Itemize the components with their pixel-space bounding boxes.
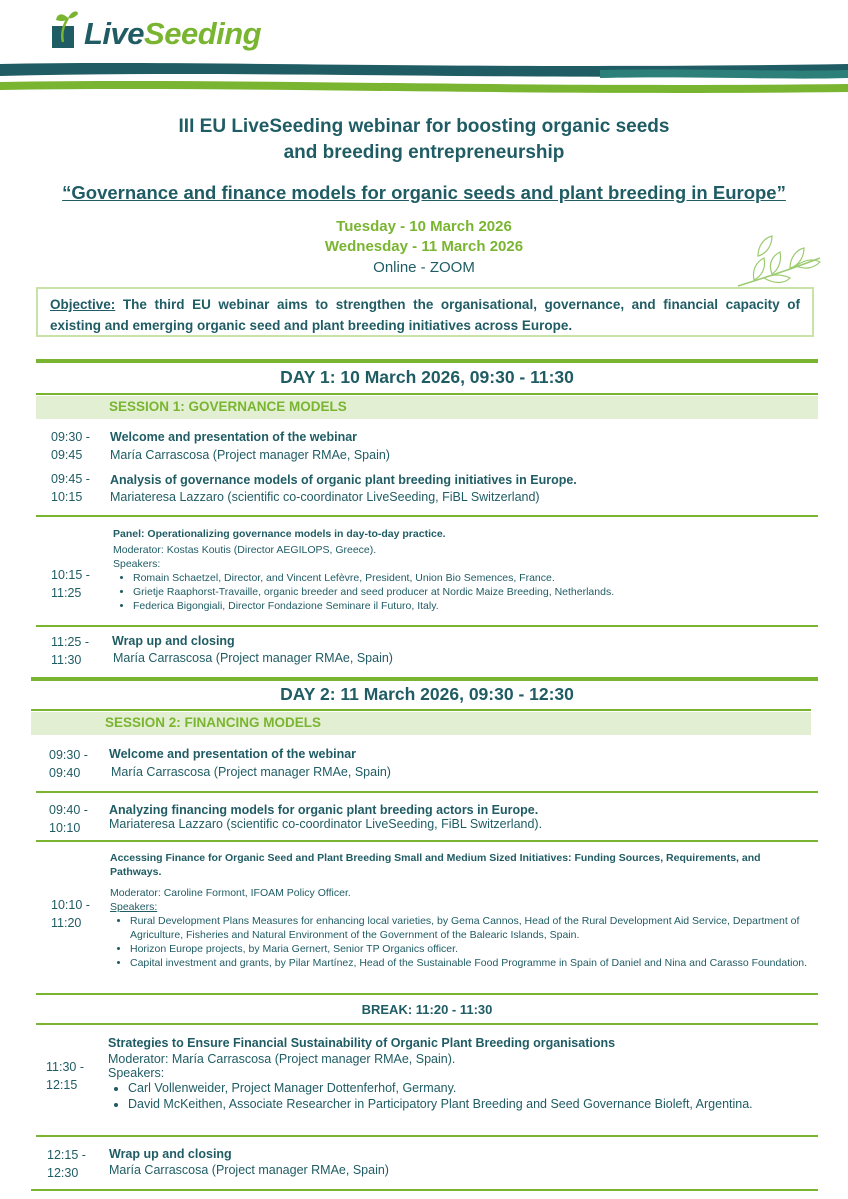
moderator: Moderator: Caroline Formont, IFOAM Policy Officer. <box>110 887 351 899</box>
objective-text: The third EU webinar aims to strengthen the organisational, governance, and financial capacity of existing and emerging organic seed and plant breeding initiatives across Europe. <box>50 297 800 333</box>
divider <box>31 677 818 681</box>
divider <box>36 515 818 517</box>
time-slot: 11:25 - 11:30 <box>51 635 89 667</box>
time-slot: 11:30 - 12:15 <box>46 1060 84 1092</box>
session1-header: SESSION 1: GOVERNANCE MODELS <box>36 396 818 419</box>
time-slot: 10:10 - 11:20 <box>51 898 90 930</box>
speakers-list <box>110 914 810 970</box>
item-title: Welcome and presentation of the webinar <box>110 430 358 444</box>
time-slot: 09:30 - 09:45 <box>51 430 90 462</box>
item-speaker: María Carrascosa (Project manager RMAe, Spain) <box>111 765 391 779</box>
day1-heading: DAY 1: 10 March 2026, 09:30 - 11:30 <box>280 367 574 387</box>
item-speaker: María Carrascosa (Project manager RMAe, Spain) <box>113 651 393 665</box>
divider <box>31 709 811 711</box>
speakers-label: Speakers: <box>110 901 158 913</box>
objective-box <box>36 287 814 337</box>
objective-label: Objective: <box>50 297 116 312</box>
item-title: Panel: Operationalizing governance models in day-to-day practice. <box>113 528 446 540</box>
speakers-list <box>108 1080 818 1112</box>
item-title: Welcome and presentation of the webinar <box>109 747 357 761</box>
time-slot: 10:15 - 11:25 <box>51 568 90 600</box>
divider <box>36 993 818 995</box>
list-item: • Federica Bigongiali, Director Fondazione Seminare il Futuro, Italy. <box>133 599 813 613</box>
list-item: • Horizon Europe projects, by Maria Gernert, Senior TP Organics officer. <box>130 942 810 956</box>
divider <box>36 1135 818 1137</box>
list-item: • Capital investment and grants, by Pilar Martínez, Head of the Sustainable Food Programme in Spain of Daniel and Nina and Carasso Foundation. <box>130 956 810 970</box>
logo-text <box>84 16 261 52</box>
page-subtitle: “Governance and finance models for organic seeds and plant breeding in Europe” <box>62 182 786 203</box>
panel-block <box>110 851 810 970</box>
divider <box>36 393 818 395</box>
date-day2: Wednesday - 11 March 2026 <box>324 238 524 255</box>
time-slot: 09:30 - 09:40 <box>49 748 88 780</box>
divider <box>36 840 818 842</box>
page-title-line1: III EU LiveSeeding webinar for boosting organic seeds <box>178 116 670 137</box>
item-title: Analyzing financing models for organic plant breeding actors in Europe. <box>109 803 539 817</box>
item-speaker: Mariateresa Lazzaro (scientific co-coordinator LiveSeeding, FiBL Switzerland). <box>109 817 543 831</box>
item-speaker: Mariateresa Lazzaro (scientific co-coordinator LiveSeeding, FiBL Switzerland) <box>110 490 540 504</box>
item-title: Wrap up and closing <box>112 634 235 648</box>
item-speaker: María Carrascosa (Project manager RMAe, Spain) <box>109 1163 389 1177</box>
item-title: Strategies to Ensure Financial Sustainability of Organic Plant Breeding organisations <box>108 1036 616 1050</box>
day2-heading: DAY 2: 11 March 2026, 09:30 - 12:30 <box>280 684 574 704</box>
speakers-label: Speakers: <box>108 1066 165 1080</box>
item-title: Analysis of governance models of organic plant breeding initiatives in Europe. <box>110 473 577 487</box>
speakers-list <box>113 571 813 613</box>
session2-header: SESSION 2: FINANCING MODELS <box>31 712 811 735</box>
divider <box>31 1189 818 1191</box>
divider <box>36 359 818 363</box>
logo-seeding: Seeding <box>144 16 262 51</box>
time-slot: 09:45 - 10:15 <box>51 472 90 504</box>
time-slot: 09:40 - 10:10 <box>49 803 88 835</box>
panel-block <box>108 1036 818 1112</box>
divider <box>36 625 818 627</box>
moderator: Moderator: Kostas Koutis (Director AEGILOPS, Greece). <box>113 544 377 556</box>
speakers-label: Speakers: <box>113 558 161 570</box>
item-speaker: María Carrascosa (Project manager RMAe, Spain) <box>110 448 390 462</box>
leaves-icon <box>734 230 824 290</box>
list-item: • Grietje Raaphorst-Travaille, organic breeder and seed producer at Nordic Maize Breeding, Netherlands. <box>133 585 813 599</box>
logo-live: Live <box>84 16 145 51</box>
divider <box>36 791 818 793</box>
list-item: • David McKeithen, Associate Researcher in Participatory Plant Breeding and Seed Governance Bioleft, Argentina. <box>128 1096 818 1112</box>
item-title: Wrap up and closing <box>109 1147 232 1161</box>
moderator: Moderator: María Carrascosa (Project manager RMAe, Spain). <box>108 1052 456 1066</box>
venue: Online - ZOOM <box>373 259 475 276</box>
date-day1: Tuesday - 10 March 2026 <box>336 218 512 235</box>
list-item: • Romain Schaetzel, Director, and Vincent Lefèvre, President, Union Bio Semences, France. <box>133 571 813 585</box>
page-title-line2: and breeding entrepreneurship <box>283 142 565 163</box>
item-title: Accessing Finance for Organic Seed and Plant Breeding Small and Medium Sized Initiatives: Funding Sources, Requirements, and Pathways. <box>110 852 761 878</box>
break-label: BREAK: 11:20 - 11:30 <box>361 1002 493 1017</box>
divider <box>36 1023 818 1025</box>
list-item: • Carl Vollenweider, Project Manager Dottenferhof, Germany. <box>128 1080 818 1096</box>
header-waves <box>0 58 848 100</box>
time-slot: 12:15 - 12:30 <box>47 1148 86 1180</box>
list-item: • Rural Development Plans Measures for enhancing local varieties, by Gema Cannos, Head of the Rural Development Aid Service, Department of Agriculture, Fisheries and Natural Environment of the Government of the Balearic Islands, Spain. <box>130 914 810 942</box>
panel-block <box>113 527 813 613</box>
